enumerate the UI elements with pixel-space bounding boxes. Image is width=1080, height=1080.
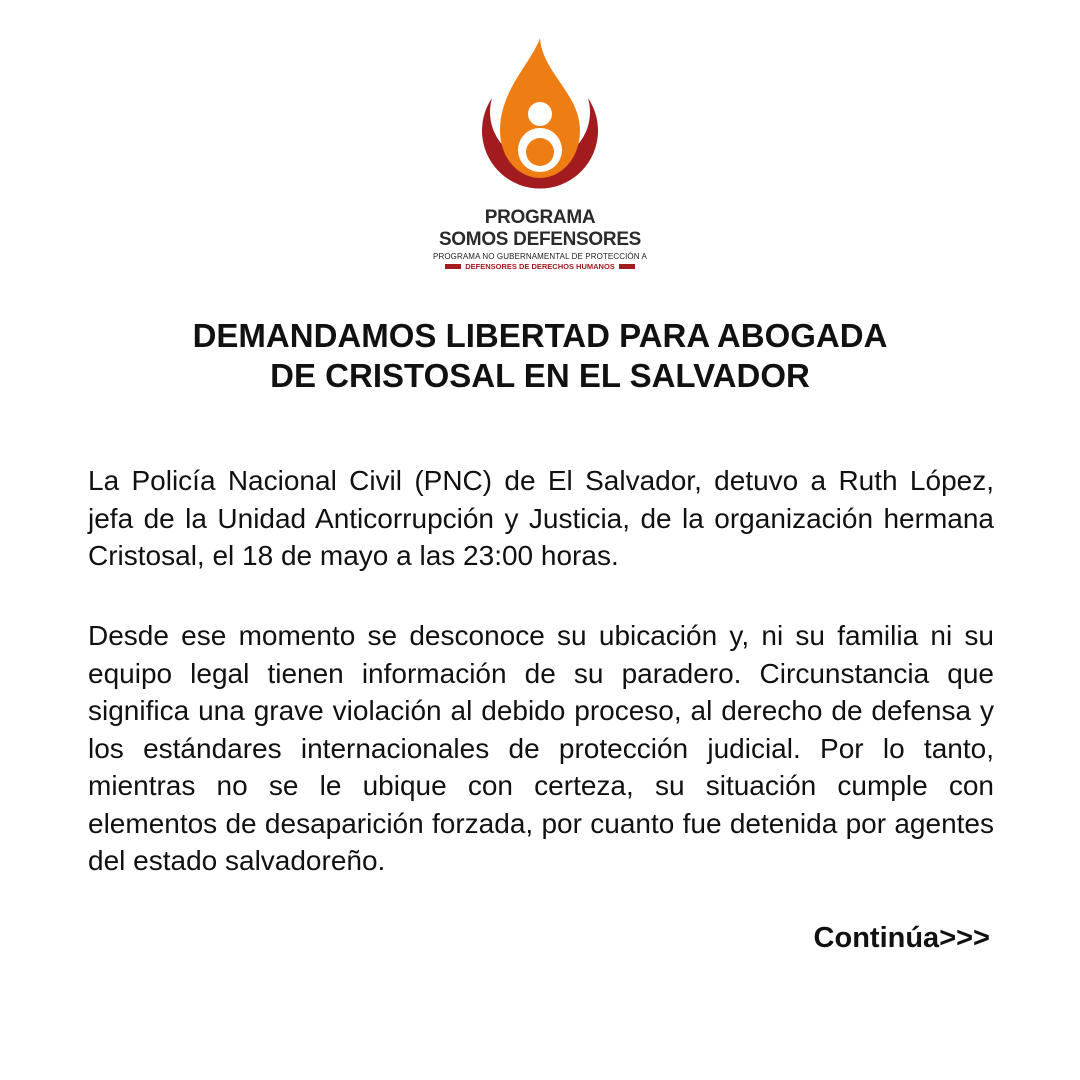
logo-title-line1: PROGRAMA	[484, 207, 596, 228]
logo-tagline: DEFENSORES DE DERECHOS HUMANOS	[465, 262, 615, 271]
logo-subtitle: PROGRAMA NO GUBERNAMENTAL DE PROTECCIÓN A	[433, 252, 647, 261]
logo-bar-right	[619, 264, 635, 269]
logo	[0, 32, 1080, 271]
headline-line1: DEMANDAMOS LIBERTAD PARA ABOGADA	[192, 317, 888, 354]
headline-line2: DE CRISTOSAL EN EL SALVADOR	[270, 357, 810, 395]
continue-label: Continúa>>>	[813, 922, 990, 954]
paragraph-2: Desde ese momento se desconoce su ubicación y, ni su familia ni su equipo legal tienen información de su paradero. Circunstancia que significa una grave violación al debido proceso, al derecho de defensa y los estándares internacionales de protección judicial. Por lo tanto, mientras no se le ubique con certeza, su situación cumple con elementos de desaparición forzada, por cuanto fue detenida por agentes del estado salvadoreño.	[88, 620, 994, 876]
flame-person-logo-icon	[470, 32, 610, 204]
logo-title-line2: SOMOS DEFENSORES	[438, 229, 642, 250]
headline	[0, 316, 1080, 397]
logo-bar-left	[445, 264, 461, 269]
logo-tagline-row	[445, 263, 635, 271]
paragraph-1: La Policía Nacional Civil (PNC) de El Salvador, detuvo a Ruth López, jefa de la Unidad Anticorrupción y Justicia, de la organización hermana Cristosal, el 18 de mayo a las 23:00 horas.	[88, 465, 994, 571]
